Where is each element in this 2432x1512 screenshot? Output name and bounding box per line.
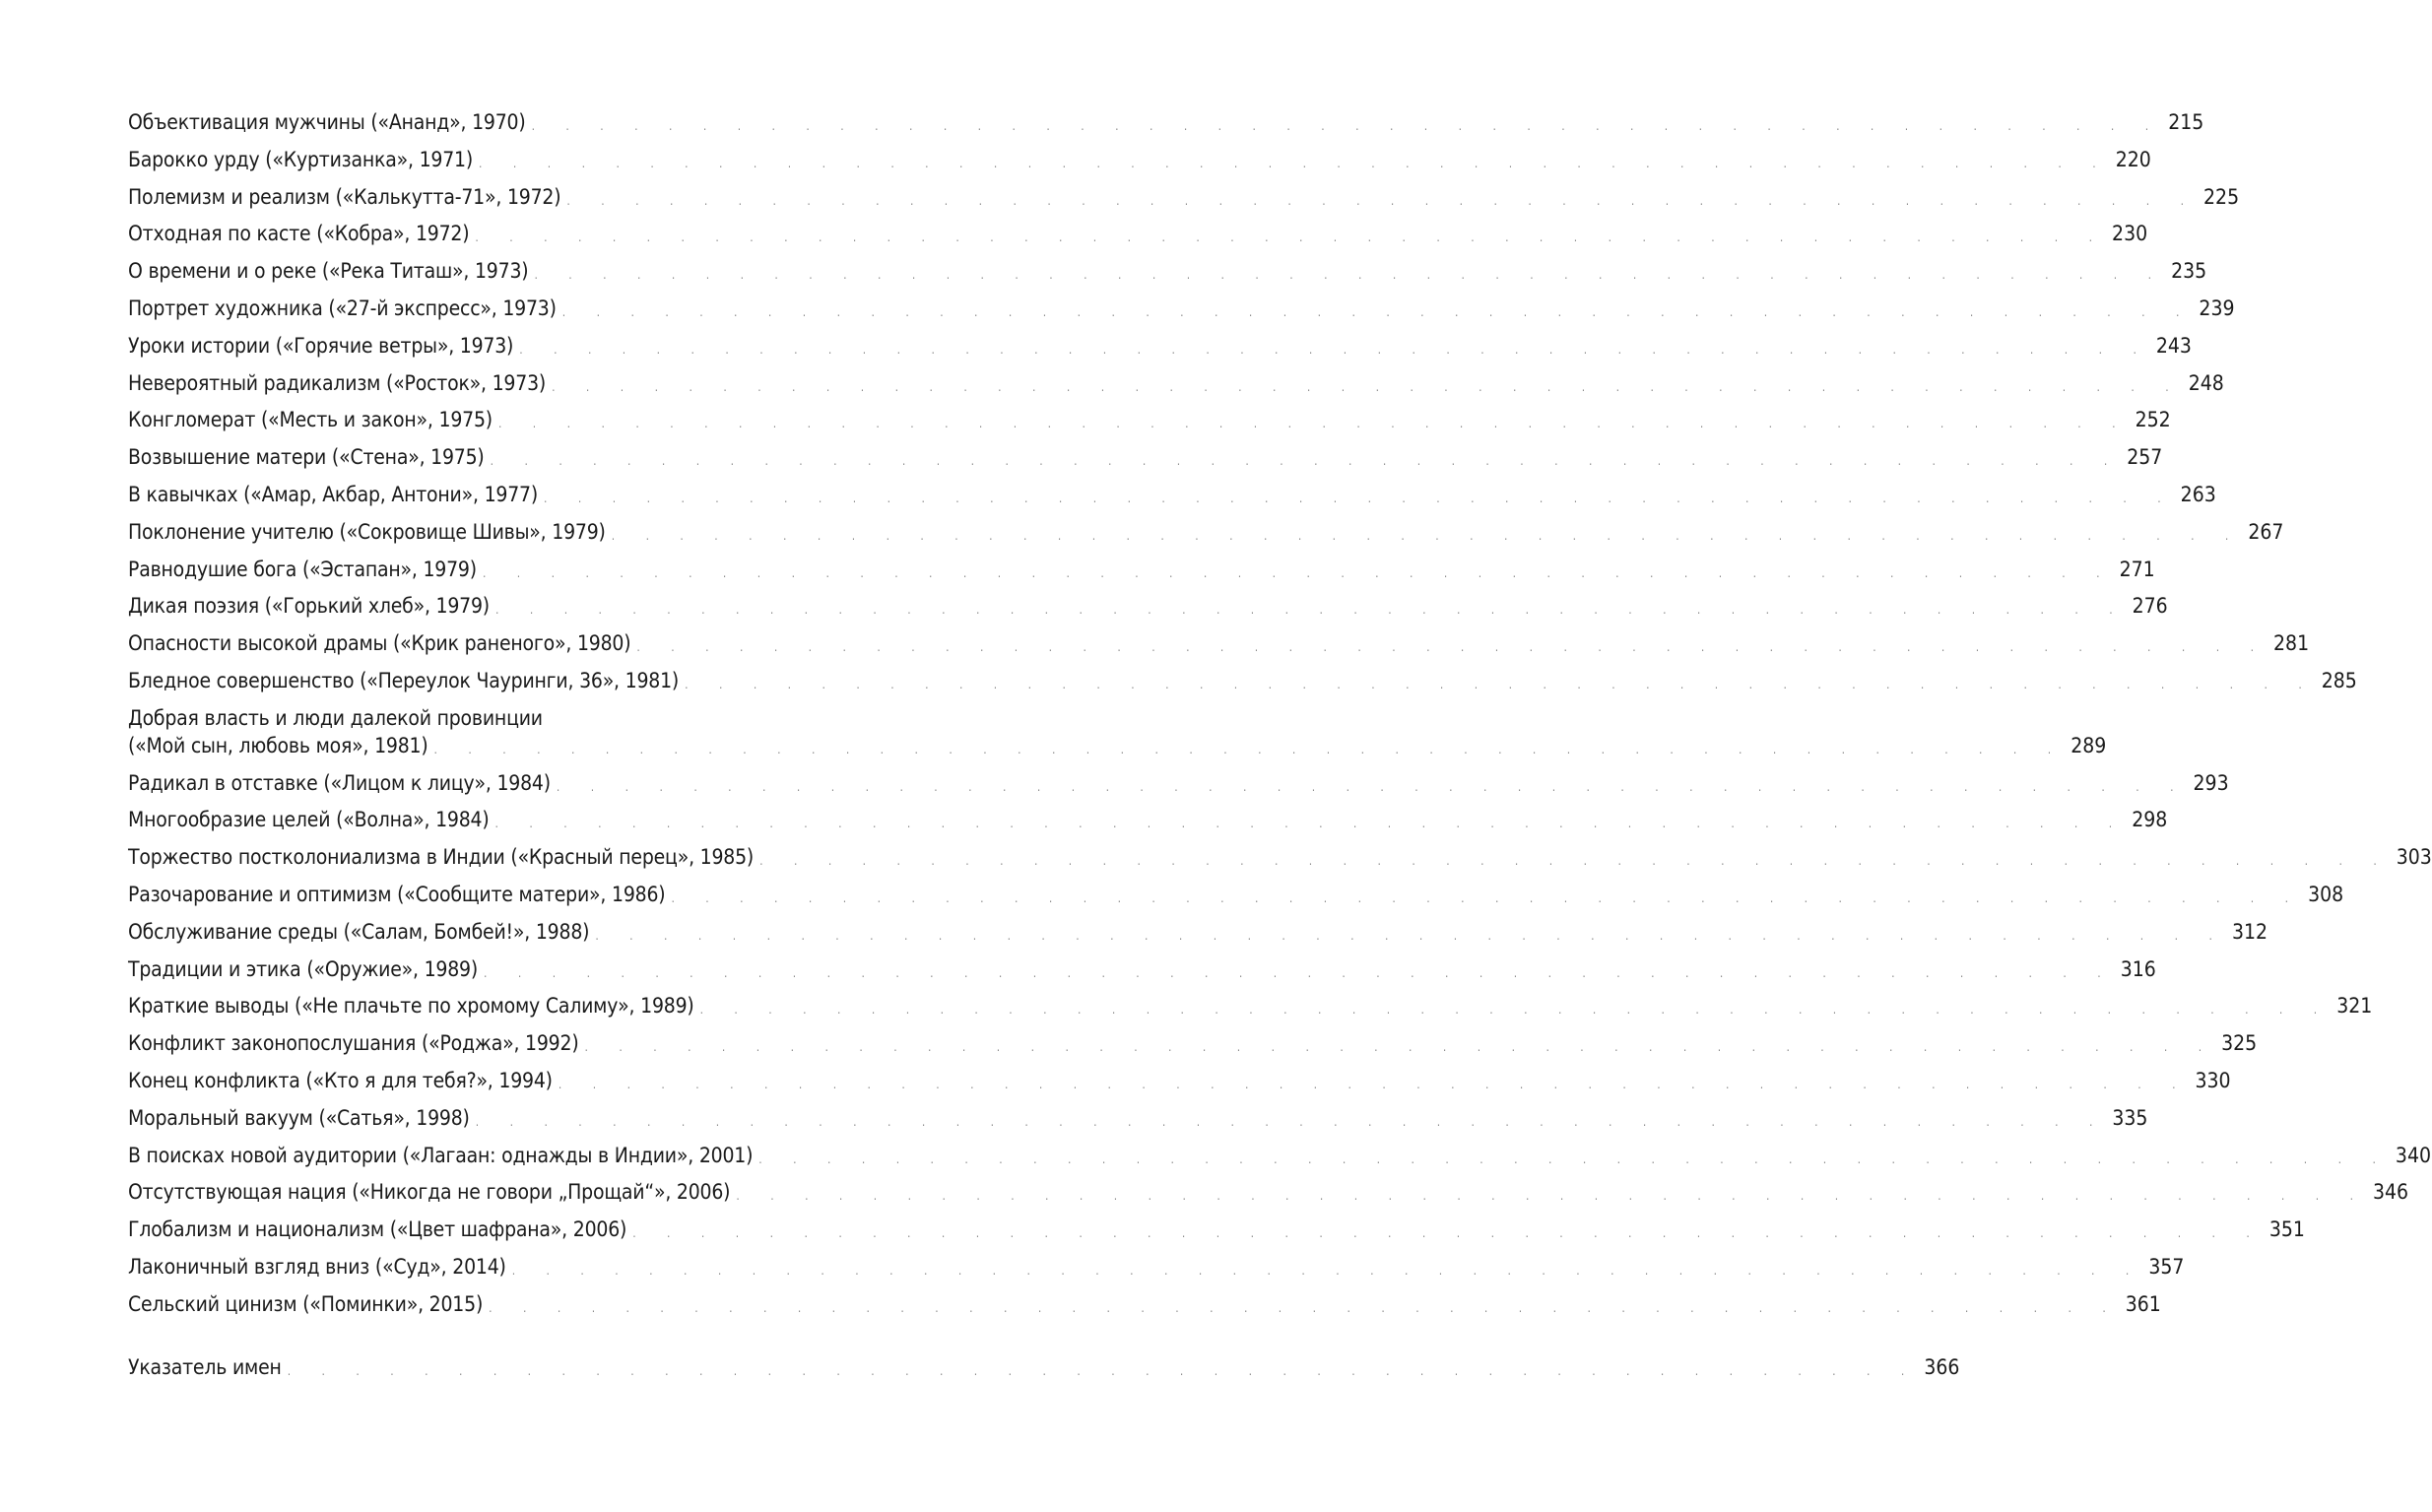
toc-entry[interactable] — [128, 1142, 2431, 1169]
toc-entry[interactable] — [128, 955, 2156, 983]
toc-entry-page: 281 — [2273, 631, 2310, 656]
toc-entry-title: Портрет художника («27-й экспресс», 1973) — [128, 296, 557, 320]
toc-entry-title: Краткие выводы («Не плачьте по хромому Салиму», 1989) — [128, 994, 694, 1019]
toc-entry[interactable] — [128, 1216, 2305, 1243]
dot-leader: . . . . . . . . . . . . . . . . . . . . . . . . . . . . . . . . . . . . . . . . . . . . . . . . — [552, 379, 2183, 394]
toc-entry-page: 243 — [2155, 333, 2192, 358]
toc-entry-title: Барокко урду («Куртизанка», 1971) — [128, 147, 474, 171]
dot-leader: . . . . . . . . . . . . . . . . . . . . . . . . . . . . . . . . . . . . . . . . . . . . . . . . — [494, 817, 2127, 831]
toc-entry[interactable] — [128, 667, 2357, 694]
toc-entry-title-line2: («Мой сын, любовь моя», 1981) — [128, 733, 428, 757]
toc-entry-title: Отходная по касте («Кобра», 1972) — [128, 222, 470, 246]
toc-entry-page: 361 — [2125, 1291, 2161, 1316]
toc-entry[interactable] — [128, 1067, 2231, 1094]
toc-entry-page: 316 — [2120, 956, 2156, 981]
toc-entry[interactable] — [128, 769, 2229, 797]
dot-leader: . . . . . . . . . . . . . . . . . . . . . . . . . . . . . . . . . . . . . . . . . . . . . . . . — [534, 268, 2166, 283]
dot-leader: . . . . . . . . . . . . . . . . . . . . . . . . . . . . . . . . . . . . . . . . . . . . . . . . — [287, 1363, 1919, 1378]
toc-entry-second-line — [128, 732, 2107, 759]
toc-entry-page: 357 — [2148, 1254, 2185, 1279]
toc-entry-title: Дикая поэзия («Горький хлеб», 1979) — [128, 594, 490, 619]
dot-leader: . . . . . . . . . . . . . . . . . . . . . . . . . . . . . . . . . . . . . . . . . . . . . . . . — [759, 854, 2391, 869]
toc-entry-page: 335 — [2112, 1105, 2148, 1130]
toc-entry-page: 257 — [2127, 445, 2163, 470]
toc-entry[interactable] — [128, 992, 2373, 1019]
toc-entry-title: Сельский цинизм («Поминки», 2015) — [128, 1291, 484, 1316]
toc-entry-title: Разочарование и оптимизм («Сообщите матери», 1986) — [128, 882, 666, 906]
dot-leader: . . . . . . . . . . . . . . . . . . . . . . . . . . . . . . . . . . . . . . . . . . . . . . . . — [490, 454, 2122, 469]
toc-entry[interactable] — [128, 1253, 2185, 1281]
dot-leader: . . . . . . . . . . . . . . . . . . . . . . . . . . . . . . . . . . . . . . . . . . . . . . . . — [736, 1189, 2367, 1204]
toc-entry-title: Радикал в отставке («Лицом к лицу», 1984) — [128, 770, 551, 795]
toc-entry[interactable] — [128, 1178, 2409, 1206]
toc-entry-title: Глобализм и национализм («Цвет шафрана», 2006) — [128, 1217, 627, 1242]
toc-entry-title: Отсутствующая нация («Никогда не говори „Прощай“», 2006) — [128, 1180, 731, 1205]
toc-entry-title-line1: Добрая власть и люди далекой провинции — [128, 705, 543, 730]
dot-leader: . . . . . . . . . . . . . . . . . . . . . . . . . . . . . . . . . . . . . . . . . . . . . . . . — [494, 603, 2127, 618]
toc-entry-index[interactable] — [128, 1353, 1960, 1381]
toc-entry-page: 312 — [2231, 919, 2268, 944]
toc-entry[interactable] — [128, 481, 2216, 508]
dot-leader: . . . . . . . . . . . . . . . . . . . . . . . . . . . . . . . . . . . . . . . . . . . . . . . . — [519, 342, 2150, 357]
toc-entry-page: 215 — [2168, 110, 2204, 134]
toc-entry-page: 235 — [2171, 259, 2207, 284]
dot-leader: . . . . . . . . . . . . . . . . . . . . . . . . . . . . . . . . . . . . . . . . . . . . . . . . — [671, 890, 2303, 905]
toc-entry-title: Лаконичный взгляд вниз («Суд», 2014) — [128, 1254, 506, 1279]
dot-leader: . . . . . . . . . . . . . . . . . . . . . . . . . . . . . . . . . . . . . . . . . . . . . . . . — [595, 928, 2226, 943]
toc-entry-page: 330 — [2195, 1068, 2231, 1092]
toc-entry[interactable] — [128, 1029, 2258, 1057]
section-spacer — [128, 1328, 880, 1353]
toc-entry[interactable] — [128, 295, 2235, 322]
dot-leader: . . . . . . . . . . . . . . . . . . . . . . . . . . . . . . . . . . . . . . . . . . . . . . . . — [758, 1151, 2390, 1166]
toc-entry-title: Полемизм и реализм («Калькутта-71», 1972) — [128, 184, 561, 209]
toc-entry-title: В кавычках («Амар, Акбар, Антони», 1977) — [128, 482, 539, 506]
toc-entry-page: 351 — [2268, 1217, 2305, 1242]
toc-entry[interactable] — [128, 843, 2432, 871]
dot-leader: . . . . . . . . . . . . . . . . . . . . . . . . . . . . . . . . . . . . . . . . . . . . . . . . — [561, 304, 2194, 319]
toc-entry[interactable] — [128, 1290, 2161, 1318]
toc-entry-page: 308 — [2308, 882, 2344, 906]
dot-leader: . . . . . . . . . . . . . . . . . . . . . . . . . . . . . . . . . . . . . . . . . . . . . . . . — [556, 779, 2188, 794]
toc-entry[interactable] — [128, 443, 2163, 471]
dot-leader: . . . . . . . . . . . . . . . . . . . . . . . . . . . . . . . . . . . . . . . . . . . . . . . . — [566, 193, 2199, 208]
toc-entry-title: Уроки истории («Горячие ветры», 1973) — [128, 333, 514, 358]
toc-entry-page: 293 — [2193, 770, 2229, 795]
toc-entry-title: Торжество постколониализма в Индии («Красный перец», 1985) — [128, 845, 755, 870]
toc-entry-page: 325 — [2221, 1031, 2258, 1056]
toc-entry-title: Традиции и этика («Оружие», 1989) — [128, 956, 479, 981]
toc-entry-title: Бледное совершенство («Переулок Чауринги, 36», 1981) — [128, 668, 680, 692]
toc-entry-page: 285 — [2321, 668, 2357, 692]
toc-entry-title: Конфликт законопослушания («Роджа», 1992) — [128, 1031, 579, 1056]
toc-entry-page: 276 — [2132, 594, 2168, 619]
toc-entry[interactable] — [128, 183, 2240, 211]
toc-entry-page: 239 — [2199, 296, 2235, 320]
dot-leader: . . . . . . . . . . . . . . . . . . . . . . . . . . . . . . . . . . . . . . . . . . . . . . . . — [511, 1263, 2143, 1278]
dot-leader: . . . . . . . . . . . . . . . . . . . . . . . . . . . . . . . . . . . . . . . . . . . . . . . . — [489, 1300, 2120, 1315]
toc-entry-title: Объективация мужчины («Ананд», 1970) — [128, 110, 526, 134]
toc-entry-page: 252 — [2135, 408, 2171, 432]
toc-entry-title: Конгломерат («Месть и закон», 1975) — [128, 408, 493, 432]
dot-leader: . . . . . . . . . . . . . . . . . . . . . . . . . . . . . . . . . . . . . . . . . . . . . . . . — [636, 640, 2268, 655]
toc-entry[interactable] — [128, 220, 2148, 247]
toc-entry-title: Поклонение учителю («Сокровище Шивы», 1979) — [128, 519, 606, 544]
dot-leader: . . . . . . . . . . . . . . . . . . . . . . . . . . . . . . . . . . . . . . . . . . . . . . . . — [531, 119, 2163, 133]
dot-leader: . . . . . . . . . . . . . . . . . . . . . . . . . . . . . . . . . . . . . . . . . . . . . . . . — [433, 742, 2066, 756]
dot-leader: . . . . . . . . . . . . . . . . . . . . . . . . . . . . . . . . . . . . . . . . . . . . . . . . — [484, 965, 2115, 980]
dot-leader: . . . . . . . . . . . . . . . . . . . . . . . . . . . . . . . . . . . . . . . . . . . . . . . . — [475, 1114, 2107, 1129]
toc-entry-page: 220 — [2115, 147, 2151, 171]
toc-entry-page: 289 — [2070, 733, 2107, 757]
toc-entry-page: 225 — [2203, 184, 2240, 209]
toc-entry[interactable] — [128, 257, 2207, 285]
toc-entry[interactable] — [128, 108, 2204, 136]
toc-entry-title: Обслуживание среды («Салам, Бомбей!», 1988) — [128, 919, 590, 944]
toc-entry-page: 267 — [2248, 519, 2284, 544]
toc-entry[interactable] — [128, 406, 2171, 433]
toc-entry[interactable] — [128, 1104, 2148, 1132]
dot-leader: . . . . . . . . . . . . . . . . . . . . . . . . . . . . . . . . . . . . . . . . . . . . . . . . — [475, 230, 2107, 245]
toc-entry[interactable] — [128, 881, 2344, 908]
toc-entry-title: Конец конфликта («Кто я для тебя?», 1994) — [128, 1068, 553, 1092]
toc-entry[interactable] — [128, 806, 2168, 833]
toc-entry[interactable] — [128, 556, 2155, 583]
toc-entry[interactable] — [128, 518, 2284, 546]
toc-entry-title: О времени и о реке («Река Титаш», 1973) — [128, 259, 529, 284]
toc-entry-page: 248 — [2188, 370, 2224, 395]
toc-entry[interactable] — [128, 369, 2224, 397]
toc-entry-page: 303 — [2396, 845, 2432, 870]
toc-entry-title: Невероятный радикализм («Росток», 1973) — [128, 370, 547, 395]
toc-entry-title: В поисках новой аудитории («Лагаан: однажды в Индии», 2001) — [128, 1143, 754, 1167]
toc-entry-page: 321 — [2336, 994, 2373, 1019]
toc-entry-page: 340 — [2395, 1143, 2431, 1167]
toc-entry[interactable] — [128, 704, 2107, 759]
toc-entry[interactable] — [128, 146, 2151, 173]
toc-entry[interactable] — [128, 918, 2268, 946]
dot-leader: . . . . . . . . . . . . . . . . . . . . . . . . . . . . . . . . . . . . . . . . . . . . . . . . — [632, 1226, 2264, 1241]
toc-entry[interactable] — [128, 592, 2168, 620]
toc-entry[interactable] — [128, 629, 2310, 657]
dot-leader: . . . . . . . . . . . . . . . . . . . . . . . . . . . . . . . . . . . . . . . . . . . . . . . . — [584, 1040, 2216, 1055]
toc-entry[interactable] — [128, 332, 2192, 360]
toc-entry-page: 271 — [2119, 557, 2155, 581]
toc-entry-page: 366 — [1924, 1354, 1960, 1379]
dot-leader: . . . . . . . . . . . . . . . . . . . . . . . . . . . . . . . . . . . . . . . . . . . . . . . . — [611, 528, 2243, 543]
toc-entry-title: Равнодушие бога («Эстапан», 1979) — [128, 557, 477, 581]
toc-entry-page: 346 — [2373, 1180, 2409, 1205]
toc-entry-title: Многообразие целей («Волна», 1984) — [128, 808, 490, 832]
toc-entry-title: Указатель имен — [128, 1354, 282, 1379]
dot-leader: . . . . . . . . . . . . . . . . . . . . . . . . . . . . . . . . . . . . . . . . . . . . . . . . — [699, 1003, 2332, 1018]
dot-leader: . . . . . . . . . . . . . . . . . . . . . . . . . . . . . . . . . . . . . . . . . . . . . . . . — [685, 677, 2316, 691]
table-of-contents — [128, 108, 2432, 1390]
dot-leader: . . . . . . . . . . . . . . . . . . . . . . . . . . . . . . . . . . . . . . . . . . . . . . . . — [558, 1077, 2190, 1091]
toc-entry-page: 230 — [2112, 222, 2148, 246]
toc-entry-title: Возвышение матери («Стена», 1975) — [128, 445, 485, 470]
toc-entry-title: Моральный вакуум («Сатья», 1998) — [128, 1105, 470, 1130]
dot-leader: . . . . . . . . . . . . . . . . . . . . . . . . . . . . . . . . . . . . . . . . . . . . . . . . — [544, 491, 2175, 505]
toc-entry-page: 263 — [2180, 482, 2216, 506]
dot-leader: . . . . . . . . . . . . . . . . . . . . . . . . . . . . . . . . . . . . . . . . . . . . . . . . — [482, 565, 2114, 580]
toc-entry-page: 298 — [2132, 808, 2168, 832]
dot-leader: . . . . . . . . . . . . . . . . . . . . . . . . . . . . . . . . . . . . . . . . . . . . . . . . — [479, 156, 2110, 170]
dot-leader: . . . . . . . . . . . . . . . . . . . . . . . . . . . . . . . . . . . . . . . . . . . . . . . . — [497, 417, 2130, 431]
toc-entry-title: Опасности высокой драмы («Крик раненого», 1980) — [128, 631, 631, 656]
